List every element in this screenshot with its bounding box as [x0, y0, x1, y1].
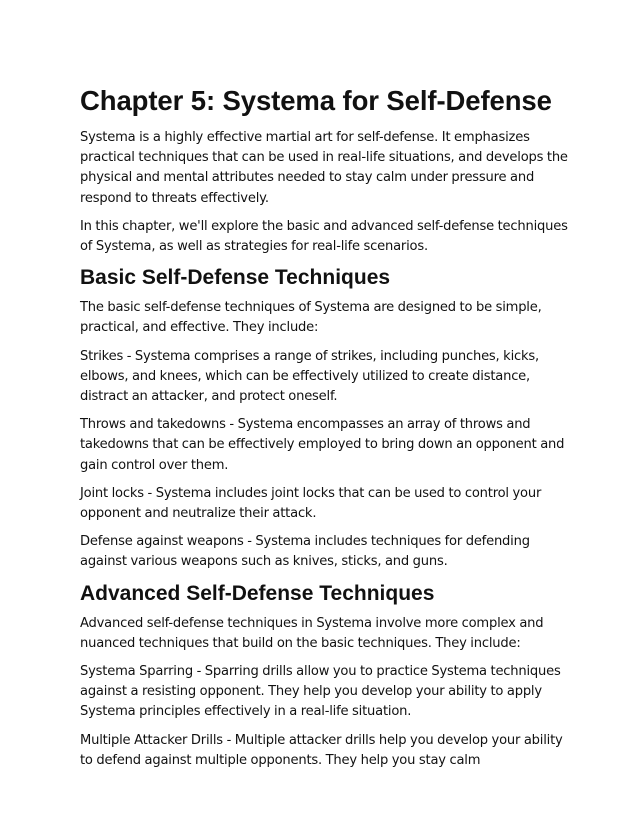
joint-locks-paragraph: Joint locks - Systema includes joint locks that can be used to control your opponent and neutralize their attack.: [80, 485, 542, 522]
throws-paragraph: Throws and takedowns - Systema encompasses an array of throws and takedowns that can be effectively employed to bring down an opponent and gain control over them.: [80, 417, 565, 473]
basic-intro-paragraph: The basic self-defense techniques of Systema are designed to be simple, practical, and effective. They include:: [80, 300, 542, 336]
sparring-paragraph: Systema Sparring - Sparring drills allow you to practice Systema techniques against a resisting opponent. They help you develop your ability to apply Systema principles effectively in a real-life situation.: [80, 664, 561, 720]
multiple-attacker-paragraph: Multiple Attacker Drills - Multiple attacker drills help you develop your ability to defend against multiple opponents. They help you stay calm: [80, 732, 563, 768]
weapons-defense-paragraph: Defense against weapons - Systema includes techniques for defending against various weapons such as knives, sticks, and guns.: [80, 534, 530, 570]
advanced-techniques-heading: Advanced Self-Defense Techniques: [80, 581, 435, 605]
intro-paragraph-1: Systema is a highly effective martial art for self-defense. It emphasizes practical techniques that can be used in real-life situations, and develops the physical and mental attributes needed to stay calm under pressure and respond to threats effectively.: [80, 130, 568, 206]
advanced-intro-paragraph: Advanced self-defense techniques in Systema involve more complex and nuanced techniques that build on the basic techniques. They include:: [80, 615, 544, 651]
strikes-paragraph: Strikes - Systema comprises a range of strikes, including punches, kicks, elbows, and knees, which can be effectively utilized to create distance, distract an attacker, and protect oneself.: [80, 348, 539, 405]
basic-techniques-heading: Basic Self-Defense Techniques: [80, 266, 391, 290]
chapter-title: Chapter 5: Systema for Self-Defense: [80, 85, 552, 116]
intro-paragraph-2: In this chapter, we'll explore the basic and advanced self-defense techniques of Systema, as well as strategies for real-life scenarios.: [80, 218, 568, 255]
document-page: [80, 84, 570, 779]
